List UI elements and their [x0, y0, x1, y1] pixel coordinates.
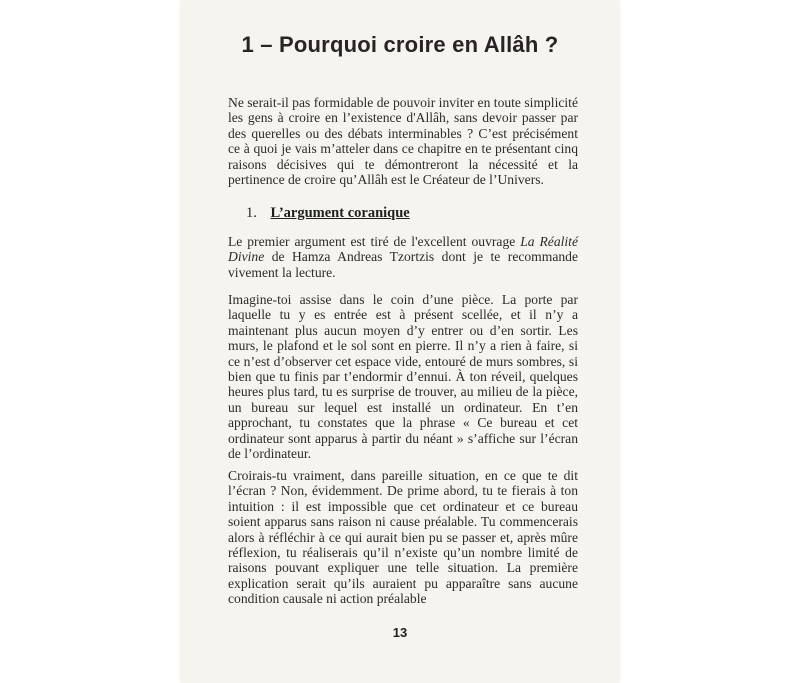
- chapter-title: 1 – Pourquoi croire en Allâh ?: [241, 32, 559, 57]
- section-label: L’argument coranique: [270, 205, 410, 221]
- paragraph-room-scenario: Imagine-toi assise dans le coin d’une pièce. La porte par laquelle tu y es entrée est à présent scellée, et il n’y a maintenant plus aucun moyen d’y entrer ou d’en sortir. Les murs, le plafond et le sol sont en pierre. Il n’y a rien à faire, si ce n’est d’observer cet espace vide, entouré de murs sombres, si bien que tu finis par t’endormir d’ennui. À ton réveil, quelques heures plus tard, tu es surprise de trouver, au milieu de la pièce, un bureau sur lequel est installé un ordinateur. En t’en approchant, tu constates que la phrase « Ce bureau et cet ordinateur sont apparus à partir du néant » s’affiche sur l’écran de l’ordinateur.: [228, 292, 578, 462]
- paragraph-book-reference: [228, 234, 578, 280]
- section-heading: [246, 205, 410, 222]
- book-title: La Réalité Divine: [228, 234, 578, 265]
- intro-paragraph: Ne serait-il pas formidable de pouvoir inviter en toute simplicité les gens à croire en l’existence d'Allâh, sans devoir passer par des querelles ou des débats interminables ? C’est précisément ce à quoi je vais m’atteler dans ce chapitre en te présentant cinq raisons décisives qui te démontreront la nécessité et la pertinence de croire qu’Allâh est le Créateur de l’Univers.: [228, 95, 578, 188]
- paragraph-text-before: Le premier argument est tiré de l'excellent ouvrage: [228, 234, 521, 249]
- section-number: 1.: [246, 205, 257, 221]
- paragraph-reasoning: Croirais-tu vraiment, dans pareille situation, en ce que te dit l’écran ? Non, évidemment. De prime abord, tu te fierais à ton intuition : il est impossible que cet ordinateur et ce bureau soient apparus sans raison ni cause préalable. Tu commencerais alors à réfléchir à ce qui aurait bien pu se passer et, après mûre réflexion, tu réaliserais qu’il n’existe qu’un nombre limité de raisons pouvant expliquer une telle situation. La première explication serait qu’ils auraient pu apparaître sans aucune condition causale ni action préalable: [228, 468, 578, 607]
- paragraph-text-after: de Hamza Andreas Tzortzis dont je te recommande vivement la lecture.: [228, 249, 578, 280]
- page-number: 13: [392, 625, 408, 640]
